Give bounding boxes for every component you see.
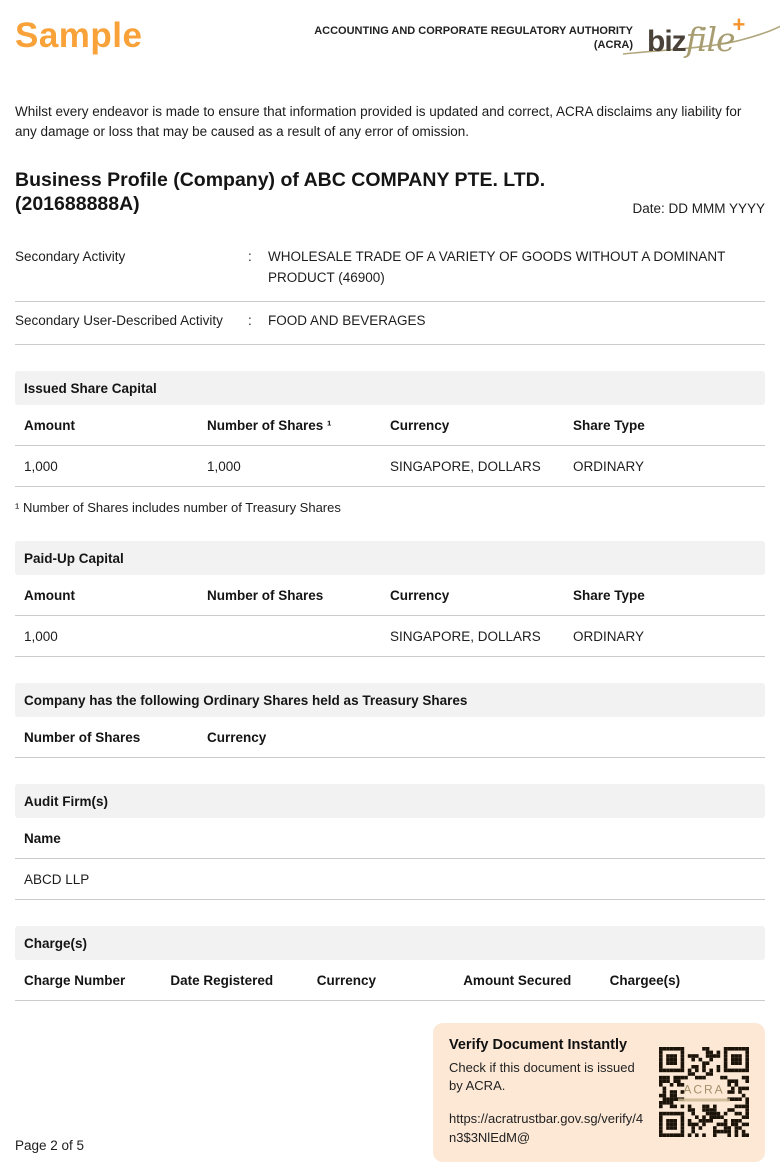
column-header-currency: Currency bbox=[390, 587, 450, 603]
title-row bbox=[15, 168, 765, 218]
column-header-chargees: Chargee(s) bbox=[609, 972, 681, 988]
section-header-treasury-shares: Company has the following Ordinary Shares held as Treasury Shares bbox=[15, 683, 765, 717]
column-header-name: Name bbox=[24, 830, 61, 846]
bottom-row bbox=[15, 1023, 765, 1161]
qr-acra-label: ACRA bbox=[683, 1082, 725, 1097]
cell-share-type: ORDINARY bbox=[573, 628, 645, 644]
activity-details bbox=[15, 238, 765, 345]
date-label: Date: DD MMM YYYY bbox=[632, 201, 765, 217]
table-header-row bbox=[15, 717, 765, 758]
qr-center-label bbox=[678, 1083, 730, 1102]
logo-plus-icon: + bbox=[732, 12, 746, 37]
sample-watermark: Sample bbox=[15, 16, 143, 55]
bizfile-logo bbox=[647, 12, 765, 72]
cell-amount: 1,000 bbox=[24, 628, 58, 644]
detail-row-secondary-activity bbox=[15, 238, 765, 302]
section-treasury-shares bbox=[15, 683, 765, 758]
document-header bbox=[15, 12, 765, 72]
qr-code bbox=[659, 1047, 749, 1137]
column-header-date-registered: Date Registered bbox=[170, 972, 274, 988]
cell-currency: SINGAPORE, DOLLARS bbox=[390, 458, 541, 474]
cell-number-of-shares: 1,000 bbox=[207, 458, 241, 474]
column-header-share-type: Share Type bbox=[573, 417, 645, 433]
qr-acra-subline bbox=[678, 1099, 730, 1102]
column-header-currency: Currency bbox=[316, 972, 377, 988]
section-header-charges: Charge(s) bbox=[15, 926, 765, 960]
authority-line-2: (ACRA) bbox=[593, 39, 633, 52]
detail-value: FOOD AND BEVERAGES bbox=[268, 312, 426, 328]
cell-amount: 1,000 bbox=[24, 458, 58, 474]
table-header-row bbox=[15, 405, 765, 446]
column-header-number-of-shares: Number of Shares bbox=[207, 587, 324, 603]
column-header-number-of-shares: Number of Shares ¹ bbox=[207, 417, 332, 433]
verify-url: https://acratrustbar.gov.sg/verify/4n3$3NlEdM@ bbox=[449, 1110, 644, 1146]
cell-share-type: ORDINARY bbox=[573, 458, 645, 474]
table-header-row bbox=[15, 818, 765, 859]
page-title: Business Profile (Company) of ABC COMPANY PTE. LTD. (201688888A) bbox=[15, 168, 546, 216]
cell-audit-firm-name: ABCD LLP bbox=[24, 871, 90, 887]
table-header-row bbox=[15, 960, 765, 1001]
column-header-currency: Currency bbox=[390, 417, 450, 433]
section-charges bbox=[15, 926, 765, 1001]
verify-text-block bbox=[449, 1037, 646, 1147]
table-row bbox=[15, 859, 765, 900]
table-row bbox=[15, 616, 765, 657]
column-header-amount-secured: Amount Secured bbox=[463, 972, 572, 988]
column-header-charge-number: Charge Number bbox=[24, 972, 126, 988]
column-header-share-type: Share Type bbox=[573, 587, 645, 603]
verify-body-text: Check if this document is issued by ACRA. bbox=[449, 1060, 635, 1094]
authority-name bbox=[314, 20, 633, 53]
table-header-row bbox=[15, 575, 765, 616]
section-header-issued-share-capital: Issued Share Capital bbox=[15, 371, 765, 405]
detail-colon: : bbox=[248, 312, 252, 328]
detail-colon: : bbox=[248, 249, 252, 265]
section-paid-up-capital bbox=[15, 541, 765, 657]
page-number: Page 2 of 5 bbox=[15, 1137, 85, 1153]
section-issued-share-capital bbox=[15, 371, 765, 515]
column-header-number-of-shares: Number of Shares bbox=[24, 729, 141, 745]
verify-document-box bbox=[433, 1023, 765, 1161]
section-header-paid-up-capital: Paid-Up Capital bbox=[15, 541, 765, 575]
section-audit-firms bbox=[15, 784, 765, 900]
detail-row-secondary-user-described-activity bbox=[15, 302, 765, 345]
column-header-amount: Amount bbox=[24, 417, 75, 433]
detail-label: Secondary Activity bbox=[15, 249, 126, 265]
detail-value: WHOLESALE TRADE OF A VARIETY OF GOODS WITHOUT A DOMINANT PRODUCT (46900) bbox=[268, 249, 726, 285]
column-header-currency: Currency bbox=[207, 729, 267, 745]
header-right bbox=[314, 12, 765, 72]
section-header-audit-firms: Audit Firm(s) bbox=[15, 784, 765, 818]
verify-title: Verify Document Instantly bbox=[449, 1037, 628, 1054]
column-header-amount: Amount bbox=[24, 587, 75, 603]
treasury-shares-footnote: ¹ Number of Shares includes number of Treasury Shares bbox=[15, 500, 341, 516]
logo-text bbox=[647, 12, 747, 59]
authority-line-1: ACCOUNTING AND CORPORATE REGULATORY AUTHORITY bbox=[314, 25, 633, 37]
logo-file: file bbox=[685, 20, 735, 59]
detail-label: Secondary User-Described Activity bbox=[15, 312, 223, 328]
cell-currency: SINGAPORE, DOLLARS bbox=[390, 628, 541, 644]
logo-biz: biz bbox=[647, 25, 686, 58]
disclaimer-text: Whilst every endeavor is made to ensure that information provided is updated and correct, ACRA disclaims any liability for any damage or loss that may be caused as a result of any error of omission. bbox=[15, 104, 742, 140]
table-row bbox=[15, 446, 765, 487]
